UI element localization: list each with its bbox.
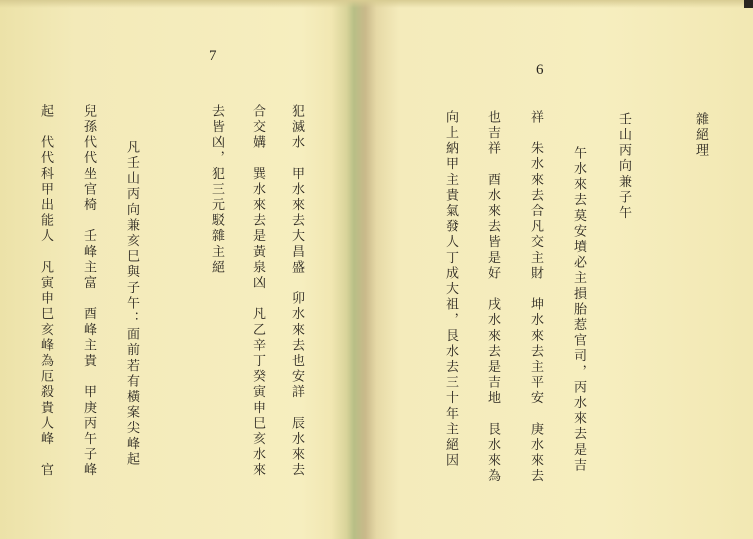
- page-number: 6: [536, 62, 544, 78]
- text-column: 起 代代科甲出能人 凡寅申巳亥峰為厄殺貴人峰 官: [38, 104, 53, 479]
- right-page: [380, 0, 753, 539]
- text-column: 去皆凶，犯三元駁雜主絕: [209, 104, 224, 276]
- section-heading: 雜絕理: [693, 112, 708, 159]
- text-column: 合交媾 巽水來去是黃泉凶 凡乙辛丁癸寅申巳亥水來: [250, 104, 265, 479]
- page-number: 7: [209, 48, 217, 64]
- text-column: 午水來去莫安墳必主損胎惹官司，丙水來去是吉: [571, 146, 586, 474]
- text-column: 凡壬山丙向兼亥巳與子午：面前若有橫案尖峰起: [124, 140, 139, 468]
- text-column: 也吉祥 酉水來去皆是好 戌水來去是吉地 艮水來為: [485, 110, 500, 485]
- left-page: [0, 0, 346, 539]
- text-column: 犯滅水 甲水來去大昌盛 卯水來去也安詳 辰水來去: [289, 104, 304, 479]
- subsection-heading: 壬山丙向兼子午: [616, 112, 631, 222]
- text-column: 祥 朱水來去合凡交主財 坤水來去主平安 庚水來去: [528, 110, 543, 485]
- text-column: 向上納甲主貴氣發人丁成大祖，艮水去三十年主絕因: [443, 110, 458, 469]
- text-column: 兒孫代代坐官椅 壬峰主富 酉峰主貴 甲庚丙午子峰: [81, 104, 96, 479]
